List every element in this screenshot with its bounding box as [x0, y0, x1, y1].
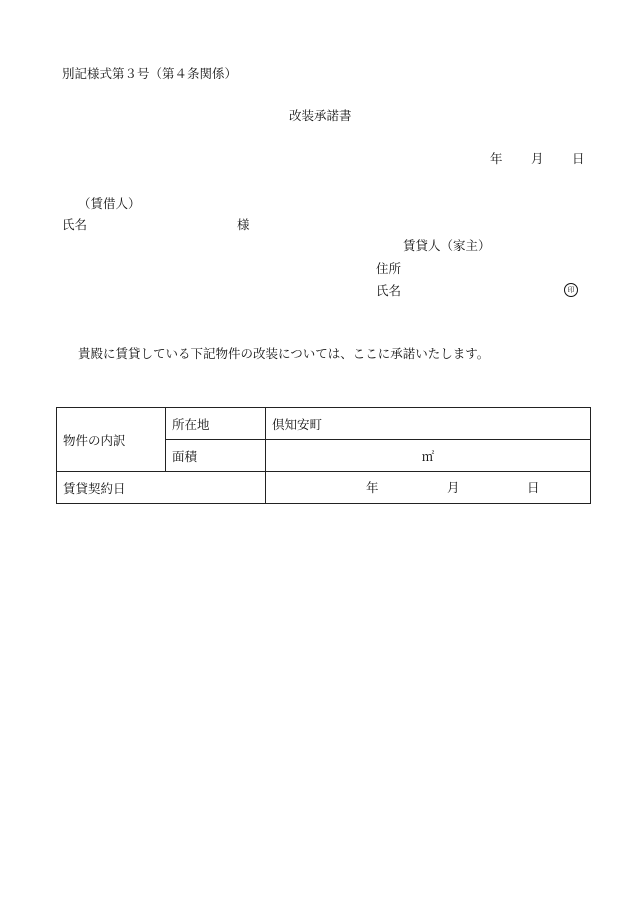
date-day-label: 日: [572, 151, 585, 166]
date-year-label: 年: [490, 151, 503, 166]
consent-statement: 貴殿に賃貸している下記物件の改装については、ここに承諾いたします。: [78, 346, 490, 361]
property-section-label: 物件の内訳: [57, 408, 166, 472]
table-row: [57, 408, 591, 440]
seal-mark: 印: [564, 283, 578, 297]
contract-year-label: 年: [366, 480, 379, 495]
tenant-honorific: 様: [237, 217, 250, 232]
contract-day-label: 日: [527, 480, 540, 495]
landlord-name-label: 氏名: [376, 283, 402, 298]
form-number: 別記様式第３号（第４条関係）: [62, 66, 238, 81]
location-value: 倶知安町: [266, 408, 591, 440]
location-label: 所在地: [166, 408, 266, 440]
tenant-name-label: 氏名: [62, 217, 88, 232]
document-title: 改装承諾書: [289, 108, 352, 123]
property-table: [56, 407, 591, 504]
table-row: [57, 472, 591, 504]
tenant-role-label: （賃借人）: [78, 196, 141, 211]
contract-date-label: 賃貸契約日: [57, 472, 266, 504]
contract-month-label: 月: [447, 480, 460, 495]
date-month-label: 月: [531, 151, 544, 166]
contract-date-cell: [266, 472, 591, 504]
landlord-address-label: 住所: [376, 261, 402, 276]
landlord-role-label: 賃貸人（家主）: [403, 238, 491, 253]
area-label: 面積: [166, 440, 266, 472]
area-unit: ㎡: [266, 440, 591, 472]
